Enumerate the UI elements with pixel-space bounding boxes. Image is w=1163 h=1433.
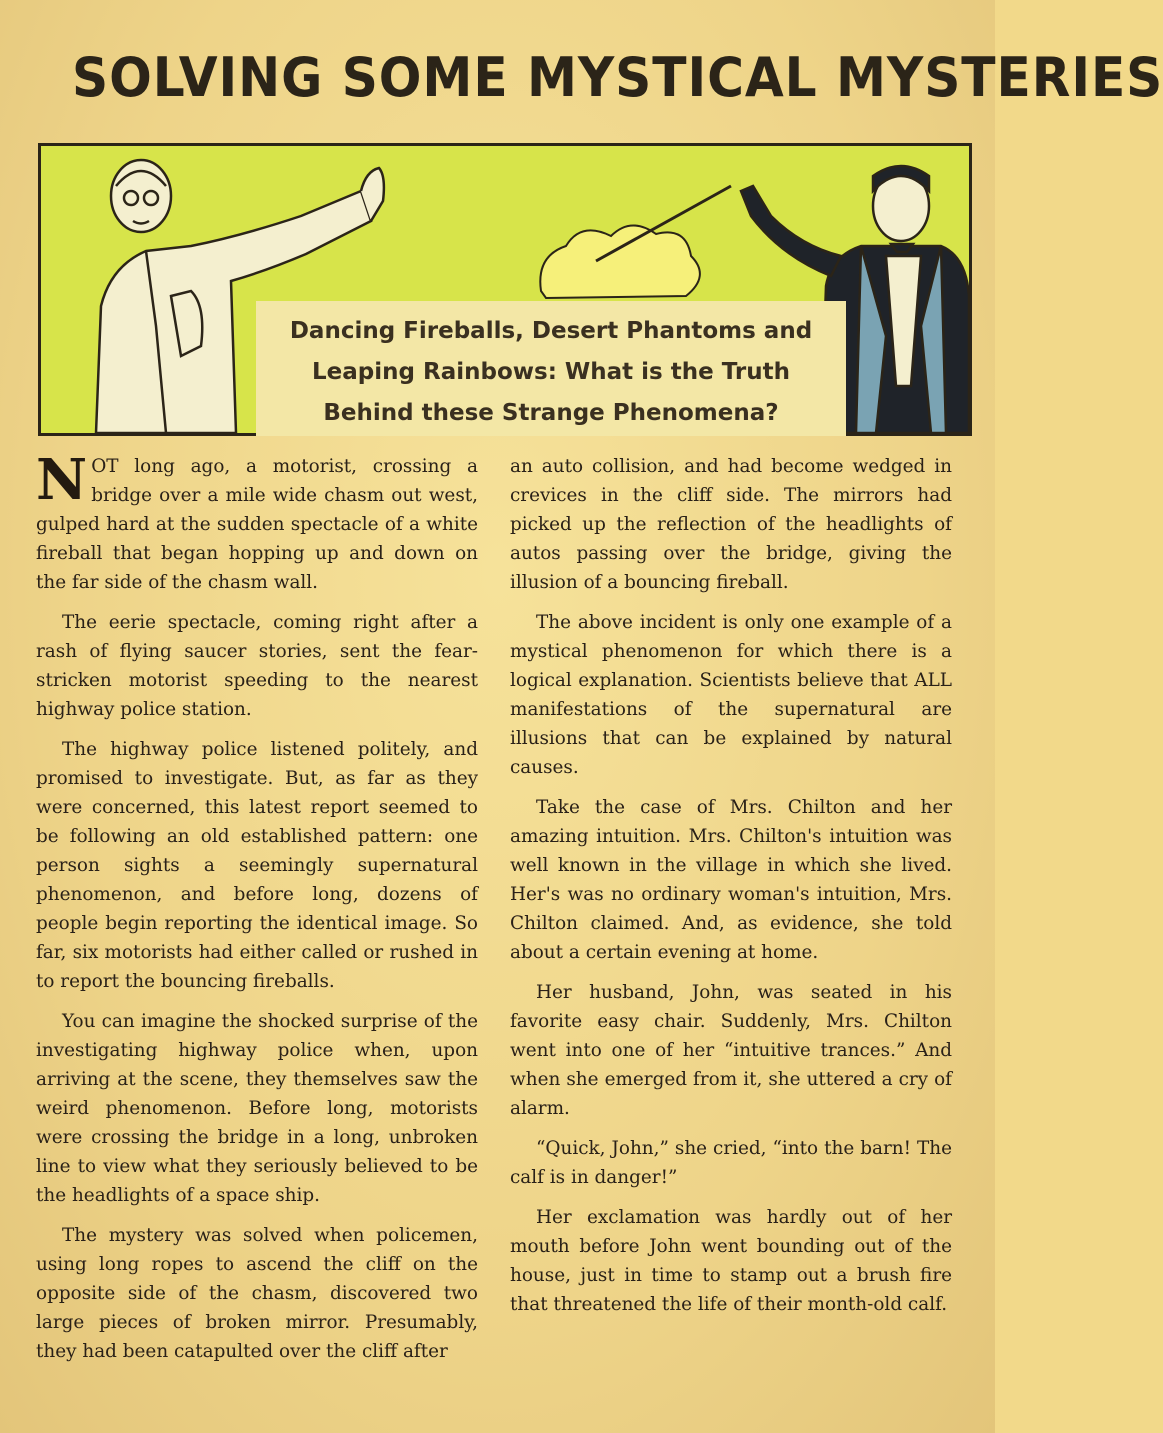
paragraph: The eerie spectacle, coming right after a rash of flying saucer stories, sent the fear-stricken motorist speeding to the nearest highway police station. [36,612,478,720]
paragraph: Her husband, John, was seated in his favorite easy chair. Suddenly, Mrs. Chilton went into one of her “intuitive trances.” And when she emerged from it, she uttered a cry of alarm. [510,982,952,1119]
article-column-right [510,452,952,1330]
paragraph: Take the case of Mrs. Chilton and her amazing intuition. Mrs. Chilton's intuition was well known in the village in which she lived. Her's was no ordinary woman's intuition, Mrs. Chilton claimed. And, as evidence, she told about a certain evening at home. [510,797,952,963]
caption-line: Dancing Fireballs, Desert Phantoms and [289,318,813,344]
paragraph: The highway police listened politely, and promised to investigate. But, as far as they were concerned, this latest report seemed to be following an old established pattern: one person sights a seemingly supernatural phenomenon, and before long, dozens of people begin reporting the identical image. So far, six motorists had either called or rushed in to report the bouncing fireballs. [36,739,478,992]
paragraph: “Quick, John,” she cried, “into the barn! The calf is in danger!” [510,1138,952,1188]
paragraph: an auto collision, and had become wedged in crevices in the cliff side. The mirrors had picked up the reflection of the headlights of autos passing over the bridge, giving the illusion of a bouncing fireball. [510,456,952,593]
page-title: SOLVING SOME MYSTICAL MYSTERIES [72,46,1163,109]
illustration-caption [256,301,846,436]
article-column-left [36,447,478,1377]
paragraph: You can imagine the shocked surprise of the investigating highway police when, upon arriving at the scene, they themselves saw the weird phenomenon. Before long, motorists were crossing the bridge in a long, unbroken line to view what they seriously believed to be the headlights of a space ship. [36,1011,478,1206]
paragraph: The mystery was solved when policemen, using long ropes to ascend the cliff on the opposite side of the chasm, discovered two large pieces of broken mirror. Presumably, they had been catapulted over the cliff after [36,1225,478,1362]
fireball-cloud [540,186,731,298]
paragraph [36,447,478,597]
paragraph: The above incident is only one example of a mystical phenomenon for which there is a logical explanation. Scientists believe that ALL manifestations of the supernatural are illusions that can be explained by natural causes. [510,612,952,778]
paragraph: Her exclamation was hardly out of her mouth before John went bounding out of the house, just in time to stamp out a brush fire that threatened the life of their month-old calf. [510,1207,952,1315]
caption-line: Leaping Rainbows: What is the Truth [312,359,790,385]
caption-line: Behind these Strange Phenomena? [323,400,779,426]
lead-word: OT [91,456,119,477]
drop-cap: N [36,447,88,513]
paragraph-text: long ago, a motorist, crossing a bridge over a mile wide chasm out west, gulped hard at the sudden spectacle of a white fireball that began hopping up and down on the far side of the chasm wall. [36,456,478,593]
illustration-panel [38,143,972,436]
